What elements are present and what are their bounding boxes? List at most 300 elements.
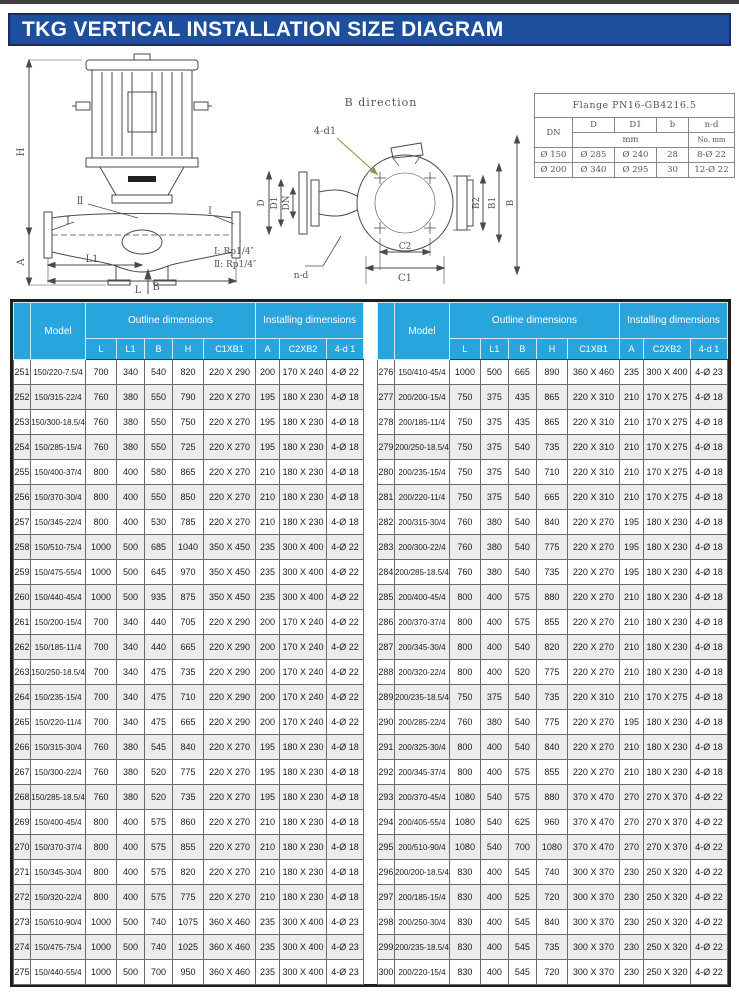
- port-label-i-right: Ⅰ: [208, 206, 212, 217]
- dim-cell: 540: [480, 810, 508, 835]
- table-row: [14, 435, 364, 460]
- row-number-cell: 293: [377, 785, 394, 810]
- dim-cell: 400: [480, 960, 508, 985]
- installation-size-table: [10, 299, 731, 987]
- dim-cell: 545: [508, 860, 536, 885]
- dim-cell: 1080: [536, 835, 567, 860]
- dim-cell: 180 X 230: [280, 835, 327, 860]
- dim-cell: 575: [508, 760, 536, 785]
- dim-cell: 4-Ø 18: [690, 435, 727, 460]
- dim-label-l1: L1: [85, 254, 99, 265]
- dim-cell: 195: [256, 385, 280, 410]
- dim-cell: 740: [145, 910, 173, 935]
- dim-cell: 800: [86, 885, 117, 910]
- dim-cell: 195: [619, 535, 643, 560]
- table-row: [14, 910, 364, 935]
- dim-cell: 850: [173, 485, 204, 510]
- model-cell: 150/400-45/4: [31, 810, 86, 835]
- row-number-cell: 300: [377, 960, 394, 985]
- dim-cell: 4-Ø 18: [327, 485, 364, 510]
- dim-cell: 705: [173, 610, 204, 635]
- dim-cell: 4-Ø 18: [690, 460, 727, 485]
- dim-cell: 180 X 230: [280, 460, 327, 485]
- dim-cell: 400: [480, 585, 508, 610]
- dim-cell: 760: [86, 760, 117, 785]
- dim-cell: 665: [173, 710, 204, 735]
- dim-cell: 4-Ø 22: [327, 660, 364, 685]
- model-cell: 150/200-15/4: [31, 610, 86, 635]
- dim-cell: 750: [173, 410, 204, 435]
- dim-cell: 4-Ø 22: [327, 710, 364, 735]
- dim-cell: 4-Ø 18: [327, 860, 364, 885]
- dim-cell: 270: [619, 835, 643, 860]
- dim-cell: 830: [449, 860, 480, 885]
- row-number-cell: 252: [14, 385, 31, 410]
- dim-cell: 1000: [86, 935, 117, 960]
- row-number-cell: 276: [377, 360, 394, 385]
- row-number-cell: 285: [377, 585, 394, 610]
- dim-cell: 220 X 270: [567, 535, 619, 560]
- dim-cell: 180 X 230: [643, 560, 690, 585]
- dim-cell: 710: [173, 685, 204, 710]
- dim-cell: 220 X 270: [204, 810, 256, 835]
- dim-label-c2: C2: [398, 242, 412, 252]
- label-4-d1: 4-d1: [313, 126, 337, 137]
- dim-cell: 4-Ø 18: [690, 760, 727, 785]
- dim-cell: 360 X 460: [204, 960, 256, 985]
- dim-cell: 960: [536, 810, 567, 835]
- dim-cell: 380: [117, 410, 145, 435]
- col-c2xb2: C2XB2: [280, 339, 327, 360]
- dim-cell: 210: [619, 685, 643, 710]
- flange-cell: Ø 200: [535, 163, 573, 178]
- dim-cell: 380: [480, 710, 508, 735]
- dim-cell: 700: [508, 835, 536, 860]
- dim-cell: 270 X 370: [643, 835, 690, 860]
- col-a: A: [619, 339, 643, 360]
- table-row: [377, 860, 727, 885]
- dim-cell: 4-Ø 22: [690, 785, 727, 810]
- dim-cell: 340: [117, 635, 145, 660]
- group-installing-dimensions: Installing dimensions: [256, 303, 364, 339]
- dim-cell: 170 X 275: [643, 435, 690, 460]
- row-number-cell: 291: [377, 735, 394, 760]
- dim-cell: 220 X 270: [204, 860, 256, 885]
- model-cell: 200/235-18.5/4: [394, 935, 449, 960]
- dim-cell: 220 X 290: [204, 635, 256, 660]
- dim-cell: 400: [480, 935, 508, 960]
- dim-cell: 4-Ø 18: [690, 585, 727, 610]
- row-number-cell: 277: [377, 385, 394, 410]
- size-table-left: [13, 302, 364, 985]
- dim-cell: 300 X 400: [643, 360, 690, 385]
- view-label-b: B: [152, 282, 160, 293]
- table-row: [377, 960, 727, 985]
- dim-cell: 210: [256, 460, 280, 485]
- dim-cell: 220 X 270: [567, 660, 619, 685]
- flange-cell: 28: [657, 148, 689, 163]
- row-number-cell: 288: [377, 660, 394, 685]
- dim-cell: 220 X 290: [204, 360, 256, 385]
- dim-cell: 220 X 270: [204, 735, 256, 760]
- table-row: [377, 810, 727, 835]
- dim-cell: 525: [508, 885, 536, 910]
- dim-cell: 220 X 270: [567, 510, 619, 535]
- dim-cell: 840: [173, 735, 204, 760]
- dim-cell: 180 X 230: [643, 610, 690, 635]
- dim-cell: 300 X 400: [280, 535, 327, 560]
- table-row: [14, 460, 364, 485]
- dim-cell: 545: [145, 735, 173, 760]
- dim-cell: 720: [536, 885, 567, 910]
- row-number-cell: 299: [377, 935, 394, 960]
- dim-cell: 220 X 270: [204, 460, 256, 485]
- dim-cell: 700: [86, 610, 117, 635]
- dim-cell: 820: [173, 360, 204, 385]
- dim-cell: 1080: [449, 785, 480, 810]
- model-cell: 200/345-30/4: [394, 635, 449, 660]
- dim-cell: 865: [536, 385, 567, 410]
- dim-cell: 380: [117, 760, 145, 785]
- dim-cell: 855: [536, 760, 567, 785]
- row-number-cell: 261: [14, 610, 31, 635]
- col-l: L: [449, 339, 480, 360]
- dim-cell: 760: [86, 735, 117, 760]
- row-number-cell: 251: [14, 360, 31, 385]
- dim-cell: 350 X 450: [204, 535, 256, 560]
- dim-cell: 195: [256, 410, 280, 435]
- dim-cell: 400: [117, 885, 145, 910]
- model-cell: 200/185-11/4: [394, 410, 449, 435]
- port-label-i-left: Ⅰ: [66, 216, 70, 227]
- dim-cell: 4-Ø 22: [327, 360, 364, 385]
- model-cell: 150/185-11/4: [31, 635, 86, 660]
- dim-cell: 530: [145, 510, 173, 535]
- row-number-cell: 267: [14, 760, 31, 785]
- dim-cell: 4-Ø 22: [327, 560, 364, 585]
- dim-label-dn: DN: [282, 195, 292, 211]
- dim-cell: 195: [256, 760, 280, 785]
- table-row: [377, 435, 727, 460]
- table-row: [377, 610, 727, 635]
- dim-cell: 760: [449, 535, 480, 560]
- dim-cell: 575: [508, 585, 536, 610]
- dim-cell: 400: [117, 835, 145, 860]
- dim-cell: 540: [480, 785, 508, 810]
- dim-cell: 735: [173, 785, 204, 810]
- group-installing-dimensions: Installing dimensions: [619, 303, 727, 339]
- dim-cell: 200: [256, 635, 280, 660]
- dim-cell: 360 X 460: [567, 360, 619, 385]
- dim-cell: 210: [256, 860, 280, 885]
- model-cell: 200/325-30/4: [394, 735, 449, 760]
- model-cell: 200/370-45/4: [394, 785, 449, 810]
- table-gap: [364, 302, 377, 984]
- dim-cell: 1040: [173, 535, 204, 560]
- model-cell: 150/345-30/4: [31, 860, 86, 885]
- dim-cell: 400: [117, 510, 145, 535]
- row-number-cell: 268: [14, 785, 31, 810]
- row-number-cell: 273: [14, 910, 31, 935]
- note-port-i: Ⅰ: Rp1/4″: [214, 247, 254, 257]
- group-outline-dimensions: Outline dimensions: [449, 303, 619, 339]
- dim-cell: 230: [619, 860, 643, 885]
- flange-cell: Ø 285: [573, 148, 615, 163]
- dim-cell: 865: [173, 460, 204, 485]
- dim-cell: 4-Ø 22: [327, 585, 364, 610]
- row-number-cell: 271: [14, 860, 31, 885]
- table-row: [377, 710, 727, 735]
- row-number-cell: 269: [14, 810, 31, 835]
- model-cell: 200/345-37/4: [394, 760, 449, 785]
- dim-cell: 800: [449, 660, 480, 685]
- dim-cell: 380: [117, 735, 145, 760]
- dim-cell: 270 X 370: [643, 785, 690, 810]
- dim-cell: 180 X 230: [280, 785, 327, 810]
- dim-cell: 435: [508, 410, 536, 435]
- dim-cell: 575: [145, 810, 173, 835]
- label-n-d: n-d: [293, 271, 309, 281]
- dim-cell: 340: [117, 610, 145, 635]
- dim-cell: 540: [145, 360, 173, 385]
- table-row: [14, 885, 364, 910]
- dim-cell: 195: [256, 735, 280, 760]
- dim-cell: 840: [536, 510, 567, 535]
- dim-cell: 665: [173, 635, 204, 660]
- row-number-cell: 286: [377, 610, 394, 635]
- dim-cell: 380: [117, 785, 145, 810]
- flange-cell: 30: [657, 163, 689, 178]
- dim-cell: 735: [536, 935, 567, 960]
- table-row: [377, 735, 727, 760]
- col-h: H: [173, 339, 204, 360]
- model-cell: 150/440-45/4: [31, 585, 86, 610]
- dim-cell: 775: [536, 535, 567, 560]
- model-cell: 200/370-37/4: [394, 610, 449, 635]
- row-number-cell: 270: [14, 835, 31, 860]
- dim-cell: 400: [480, 660, 508, 685]
- col-model: Model: [394, 303, 449, 360]
- note-port-ii: Ⅱ: Rp1/4″: [214, 260, 257, 270]
- dim-cell: 1000: [86, 585, 117, 610]
- dim-cell: 380: [480, 535, 508, 560]
- dim-cell: 540: [508, 710, 536, 735]
- dim-cell: 800: [449, 635, 480, 660]
- dim-cell: 4-Ø 23: [690, 360, 727, 385]
- model-cell: 150/410-45/4: [394, 360, 449, 385]
- row-number-cell: 279: [377, 435, 394, 460]
- dim-label-b2: B2: [472, 196, 482, 210]
- dim-cell: 500: [117, 535, 145, 560]
- dim-cell: 700: [86, 710, 117, 735]
- dim-cell: 830: [449, 960, 480, 985]
- table-row: [14, 835, 364, 860]
- row-number-cell: 287: [377, 635, 394, 660]
- dim-cell: 220 X 270: [567, 635, 619, 660]
- dim-cell: 195: [256, 435, 280, 460]
- dim-cell: 210: [256, 810, 280, 835]
- dim-cell: 300 X 370: [567, 935, 619, 960]
- dim-cell: 580: [145, 460, 173, 485]
- dim-cell: 180 X 230: [280, 485, 327, 510]
- table-row: [377, 835, 727, 860]
- dim-cell: 840: [536, 735, 567, 760]
- dim-cell: 400: [480, 735, 508, 760]
- dim-cell: 210: [619, 635, 643, 660]
- dim-cell: 375: [480, 435, 508, 460]
- table-row: [14, 735, 364, 760]
- dim-cell: 760: [449, 710, 480, 735]
- dim-cell: 220 X 270: [204, 885, 256, 910]
- table-row: [14, 635, 364, 660]
- dim-cell: 220 X 270: [204, 485, 256, 510]
- dim-cell: 800: [86, 860, 117, 885]
- dim-cell: 500: [117, 560, 145, 585]
- dim-cell: 800: [86, 460, 117, 485]
- flange-cell: Ø 150: [535, 148, 573, 163]
- dim-cell: 200: [256, 685, 280, 710]
- dim-cell: 1000: [86, 560, 117, 585]
- dim-cell: 170 X 240: [280, 360, 327, 385]
- table-row: [14, 810, 364, 835]
- dim-cell: 200: [256, 610, 280, 635]
- dim-cell: 735: [536, 435, 567, 460]
- group-outline-dimensions: Outline dimensions: [86, 303, 256, 339]
- dim-cell: 4-Ø 22: [327, 635, 364, 660]
- dim-cell: 735: [536, 685, 567, 710]
- dim-cell: 220 X 310: [567, 460, 619, 485]
- model-cell: 150/440-55/4: [31, 960, 86, 985]
- dim-cell: 4-Ø 22: [327, 535, 364, 560]
- dim-cell: 400: [117, 485, 145, 510]
- model-cell: 150/510-75/4: [31, 535, 86, 560]
- dim-cell: 380: [117, 385, 145, 410]
- dim-cell: 475: [145, 685, 173, 710]
- dim-cell: 220 X 310: [567, 435, 619, 460]
- model-cell: 150/315-30/4: [31, 735, 86, 760]
- model-cell: 150/220-11/4: [31, 710, 86, 735]
- dim-cell: 250 X 320: [643, 935, 690, 960]
- table-row: [14, 410, 364, 435]
- dim-cell: 740: [536, 860, 567, 885]
- page-top-rule: [0, 0, 739, 4]
- dim-cell: 170 X 240: [280, 635, 327, 660]
- model-cell: 200/285-22/4: [394, 710, 449, 735]
- dim-cell: 4-Ø 18: [327, 735, 364, 760]
- dim-cell: 210: [256, 485, 280, 510]
- dim-cell: 180 X 230: [280, 385, 327, 410]
- dim-cell: 550: [145, 485, 173, 510]
- table-row: [377, 935, 727, 960]
- dim-cell: 210: [256, 510, 280, 535]
- dim-cell: 820: [173, 860, 204, 885]
- dim-cell: 220 X 270: [567, 710, 619, 735]
- dim-cell: 180 X 230: [280, 810, 327, 835]
- dim-cell: 220 X 270: [204, 760, 256, 785]
- dim-cell: 220 X 270: [567, 610, 619, 635]
- model-cell: 200/220-15/4: [394, 960, 449, 985]
- dim-cell: 700: [86, 685, 117, 710]
- row-number-cell: 275: [14, 960, 31, 985]
- dim-cell: 340: [117, 685, 145, 710]
- model-cell: 200/300-22/4: [394, 535, 449, 560]
- dim-cell: 235: [256, 535, 280, 560]
- dim-cell: 540: [508, 685, 536, 710]
- dim-cell: 200: [256, 710, 280, 735]
- flange-col-d1: D1: [615, 118, 657, 133]
- table-row: [377, 385, 727, 410]
- model-cell: 200/235-18.5/4: [394, 685, 449, 710]
- dim-cell: 210: [619, 760, 643, 785]
- row-number-cell: 294: [377, 810, 394, 835]
- table-row: [377, 910, 727, 935]
- dim-cell: 4-Ø 18: [690, 385, 727, 410]
- dim-cell: 170 X 275: [643, 410, 690, 435]
- dim-cell: 785: [173, 510, 204, 535]
- dim-cell: 4-Ø 22: [690, 860, 727, 885]
- dim-label-d: D: [257, 199, 267, 207]
- model-cell: 150/300-18.5/4: [31, 410, 86, 435]
- dim-cell: 540: [508, 735, 536, 760]
- dim-cell: 500: [117, 960, 145, 985]
- dim-cell: 235: [256, 585, 280, 610]
- dim-cell: 4-Ø 18: [690, 610, 727, 635]
- col-model: Model: [31, 303, 86, 360]
- dim-cell: 855: [173, 835, 204, 860]
- dim-cell: 750: [449, 460, 480, 485]
- dim-cell: 4-Ø 18: [690, 635, 727, 660]
- dim-cell: 760: [86, 385, 117, 410]
- dim-cell: 270: [619, 785, 643, 810]
- dim-cell: 270: [619, 810, 643, 835]
- dim-cell: 665: [508, 360, 536, 385]
- dim-cell: 575: [145, 835, 173, 860]
- dim-cell: 685: [145, 535, 173, 560]
- dim-cell: 800: [86, 485, 117, 510]
- row-number-cell: 281: [377, 485, 394, 510]
- flange-row: [535, 163, 735, 178]
- dim-cell: 4-Ø 18: [327, 460, 364, 485]
- page-title: TKG VERTICAL INSTALLATION SIZE DIAGRAM: [22, 17, 504, 41]
- row-number-cell: 255: [14, 460, 31, 485]
- dim-cell: 235: [256, 935, 280, 960]
- dim-cell: 575: [508, 610, 536, 635]
- dim-cell: 350 X 450: [204, 560, 256, 585]
- dim-cell: 300 X 400: [280, 960, 327, 985]
- dim-cell: 875: [173, 585, 204, 610]
- dim-cell: 250 X 320: [643, 910, 690, 935]
- dim-cell: 220 X 270: [204, 410, 256, 435]
- dim-cell: 220 X 310: [567, 410, 619, 435]
- dim-cell: 230: [619, 885, 643, 910]
- dim-cell: 220 X 290: [204, 660, 256, 685]
- dim-cell: 880: [536, 585, 567, 610]
- model-cell: 150/285-18.5/4: [31, 785, 86, 810]
- dim-cell: 375: [480, 485, 508, 510]
- dim-cell: 360 X 460: [204, 935, 256, 960]
- model-cell: 150/315-22/4: [31, 385, 86, 410]
- dim-cell: 735: [173, 660, 204, 685]
- flange-cell: Ø 295: [615, 163, 657, 178]
- dim-cell: 540: [508, 510, 536, 535]
- dim-cell: 540: [508, 535, 536, 560]
- col-row-number: [377, 303, 394, 360]
- dim-cell: 1000: [86, 910, 117, 935]
- dim-cell: 775: [173, 760, 204, 785]
- dim-cell: 220 X 270: [204, 435, 256, 460]
- dim-cell: 475: [145, 660, 173, 685]
- dim-cell: 750: [449, 435, 480, 460]
